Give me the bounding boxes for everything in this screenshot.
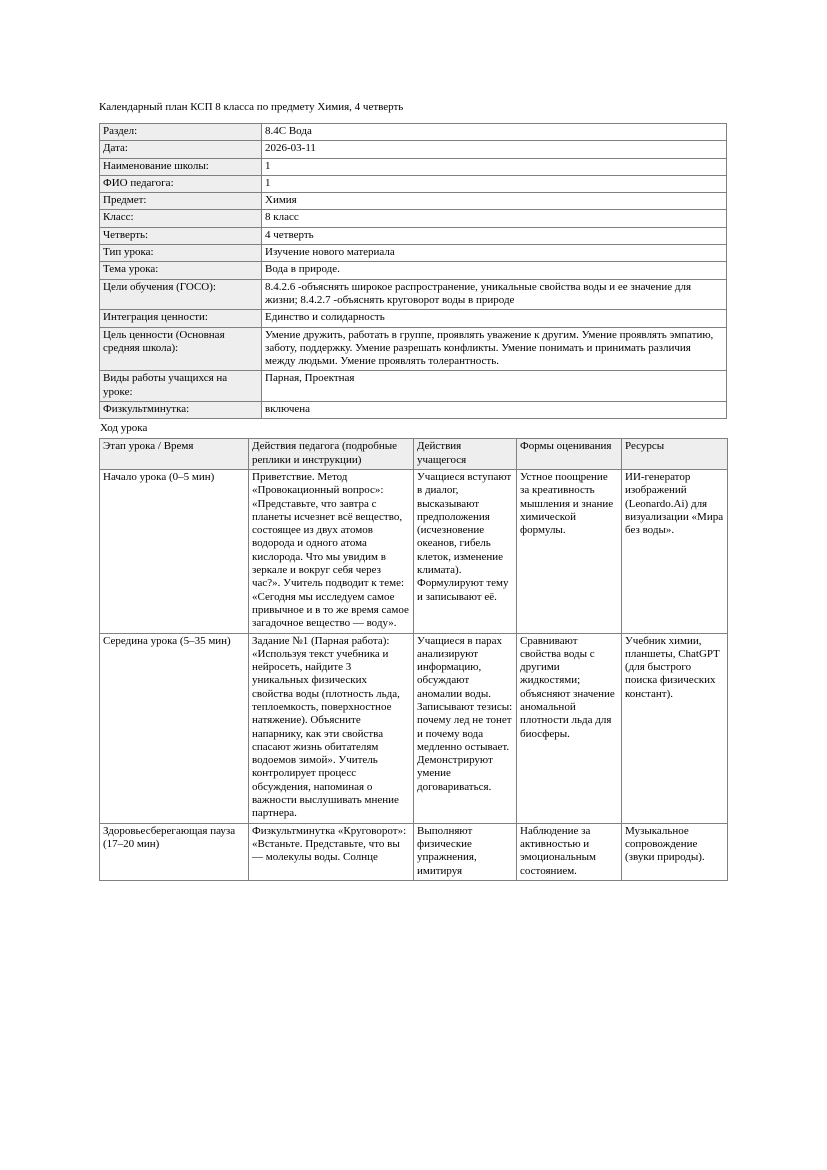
cell-student: Учащиеся в парах анализируют информацию, обсуждают аномалии воды. Записывают тезисы: почему лед не тонет и почему вода медленно остывает. Демонстрируют умение договариваться.	[414, 633, 517, 823]
info-label: Предмет:	[100, 193, 262, 210]
info-value: 2026-03-11	[262, 141, 727, 158]
info-label: Тип урока:	[100, 245, 262, 262]
table-row	[100, 469, 728, 633]
cell-resources: Музыкальное сопровождение (звуки природы).	[622, 823, 728, 880]
info-value: 1	[262, 175, 727, 192]
table-row	[100, 193, 727, 210]
info-value: Вода в природе.	[262, 262, 727, 279]
info-value: Единство и солидарность	[262, 310, 727, 327]
cell-assessment: Устное поощрение за креативность мышления и знание химической формулы.	[517, 469, 622, 633]
info-label: Четверть:	[100, 227, 262, 244]
section-label: Ход урока	[100, 422, 148, 435]
lesson-info-table	[99, 123, 727, 419]
table-row	[100, 245, 727, 262]
table-row	[100, 141, 727, 158]
table-row	[100, 327, 727, 371]
column-header-resources: Ресурсы	[622, 439, 728, 470]
lesson-plan-table	[99, 438, 728, 881]
cell-student: Учащиеся вступают в диалог, высказывают предположения (исчезновение океанов, гибель клеток, изменение климата). Формулируют тему и записывают её.	[414, 469, 517, 633]
info-label: Цели обучения (ГОСО):	[100, 279, 262, 310]
table-row	[100, 279, 727, 310]
cell-teacher: Физкультминутка «Круговорот»: «Встаньте. Представьте, что вы — молекулы воды. Солнце	[249, 823, 414, 880]
column-header-teacher: Действия педагога (подробные реплики и инструкции)	[249, 439, 414, 470]
cell-teacher: Задание №1 (Парная работа): «Используя текст учебника и нейросеть, найдите 3 уникальных физических свойства воды (плотность льда, теплоемкость, поверхностное натяжение). Объясните напарнику, как эти свойства спасают жизнь обитателям водоемов зимой». Учитель контролирует процесс обсуждения, напоминая о важности выслушивать мнение партнера.	[249, 633, 414, 823]
column-header-stage: Этап урока / Время	[100, 439, 249, 470]
info-value: 4 четверть	[262, 227, 727, 244]
table-row	[100, 175, 727, 192]
info-label: Наименование школы:	[100, 158, 262, 175]
table-row	[100, 310, 727, 327]
cell-student: Выполняют физические упражнения, имитируя	[414, 823, 517, 880]
info-value: Химия	[262, 193, 727, 210]
info-label: Цель ценности (Основная средняя школа):	[100, 327, 262, 371]
table-row	[100, 371, 727, 402]
table-row	[100, 124, 727, 141]
info-value: Парная, Проектная	[262, 371, 727, 402]
info-value: 1	[262, 158, 727, 175]
info-value: Умение дружить, работать в группе, проявлять уважение к другим. Умение проявлять эмпатию, заботу, поддержку. Умение разрешать конфликты. Умение понимать и принимать различия между людьми. Умение проявлять толерантность.	[262, 327, 727, 371]
table-row	[100, 227, 727, 244]
cell-resources: Учебник химии, планшеты, ChatGPT (для быстрого поиска физических констант).	[622, 633, 728, 823]
table-row	[100, 633, 728, 823]
info-label: Физкультминутка:	[100, 402, 262, 419]
cell-assessment: Наблюдение за активностью и эмоциональным состоянием.	[517, 823, 622, 880]
info-value: 8.4.2.6 -объяснять широкое распространение, уникальные свойства воды и ее значение для жизни; 8.4.2.7 -объяснять круговорот воды в природе	[262, 279, 727, 310]
page-title: Календарный план КСП 8 класса по предмету Химия, 4 четверть	[99, 101, 404, 113]
table-row	[100, 158, 727, 175]
info-label: Виды работы учащихся на уроке:	[100, 371, 262, 402]
table-row	[100, 402, 727, 419]
info-label: Тема урока:	[100, 262, 262, 279]
cell-stage: Здоровьесберегающая пауза (17–20 мин)	[100, 823, 249, 880]
info-label: ФИО педагога:	[100, 175, 262, 192]
info-label: Интеграция ценности:	[100, 310, 262, 327]
info-label: Дата:	[100, 141, 262, 158]
table-row	[100, 210, 727, 227]
cell-stage: Середина урока (5–35 мин)	[100, 633, 249, 823]
table-row	[100, 823, 728, 880]
info-value: 8.4C Вода	[262, 124, 727, 141]
info-value: Изучение нового материала	[262, 245, 727, 262]
column-header-assessment: Формы оценивания	[517, 439, 622, 470]
cell-resources: ИИ-генератор изображений (Leonardo.Ai) для визуализации «Мира без воды».	[622, 469, 728, 633]
table-header-row	[100, 439, 728, 470]
table-row	[100, 262, 727, 279]
info-value: включена	[262, 402, 727, 419]
info-value: 8 класс	[262, 210, 727, 227]
cell-teacher: Приветствие. Метод «Провокационный вопрос»: «Представьте, что завтра с планеты исчезнет всё вещество, состоящее из двух атомов водорода и одного атома кислорода. Что мы увидим в зеркале и вокруг себя через час?». Учитель подводит к теме: «Сегодня мы исследуем самое привычное и в то же время самое загадочное вещество — воду».	[249, 469, 414, 633]
info-label: Раздел:	[100, 124, 262, 141]
info-label: Класс:	[100, 210, 262, 227]
cell-stage: Начало урока (0–5 мин)	[100, 469, 249, 633]
cell-assessment: Сравнивают свойства воды с другими жидкостями; объясняют значение аномальной плотности льда для биосферы.	[517, 633, 622, 823]
document-content	[99, 100, 727, 881]
column-header-student: Действия учащегося	[414, 439, 517, 470]
